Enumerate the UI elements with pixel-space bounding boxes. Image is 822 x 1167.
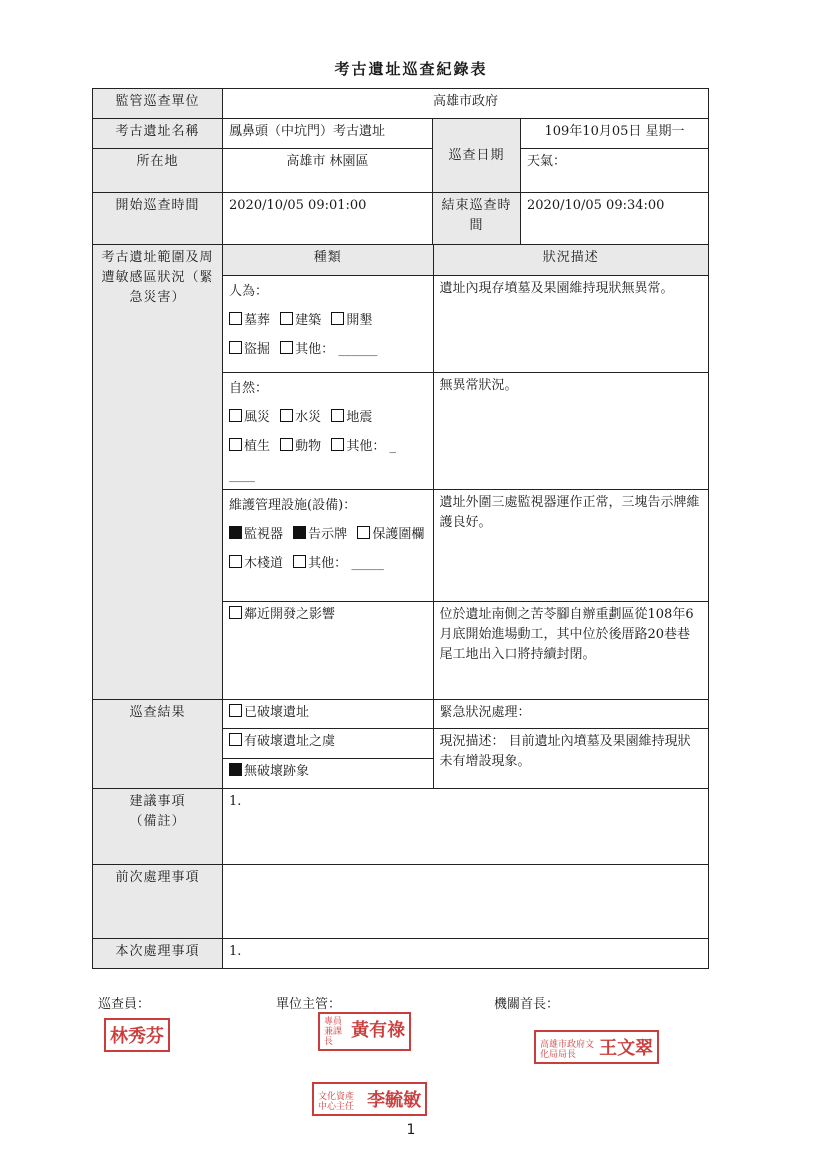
nature-blank-2: ____: [229, 467, 255, 483]
checkbox-icon[interactable]: [280, 409, 293, 422]
checkbox-icon[interactable]: [229, 312, 242, 325]
human-opt-2: 建築: [295, 312, 322, 328]
checkbox-icon[interactable]: [280, 341, 293, 354]
checkbox-icon[interactable]: [331, 312, 344, 325]
nearby-desc: 位於遺址南側之苦苓腳自辦重劃區從108年6月底開始進場動工，其中位於後厝路20巷巷尾工地出入口將持續封閉。: [433, 601, 708, 699]
nature-opt-3: 地震: [346, 409, 373, 425]
facility-options: [223, 489, 433, 601]
checkbox-icon[interactable]: [280, 312, 293, 325]
facility-opt-5: 其他：: [308, 555, 348, 571]
inspector-stamp: [104, 1018, 170, 1052]
nature-desc: 無異常狀況。: [433, 372, 708, 489]
this-value: 1.: [223, 939, 709, 969]
facility-heading: 維護管理設施(設備)：: [229, 497, 357, 513]
record-form: [92, 88, 709, 969]
human-opt-3: 開墾: [346, 312, 373, 328]
facility-desc: 遺址外圍三處監視器運作正常，三塊告示牌維護良好。: [433, 489, 708, 601]
date-label: 巡查日期: [433, 119, 521, 193]
weather-label: 天氣：: [521, 149, 709, 193]
supervisor-stamp: [318, 1012, 411, 1051]
nature-blank-1: _: [389, 438, 396, 454]
checkbox-checked-icon[interactable]: [229, 526, 242, 539]
date-value: 109年10月05日 星期一: [521, 119, 709, 149]
nearby-opt: 鄰近開發之影響: [244, 606, 336, 622]
scope-label: 考古遺址範圍及周遭敏感區狀況（緊急災害）: [93, 245, 223, 700]
emergency-label: 緊急狀況處理：: [433, 700, 708, 728]
inspector-label: 巡查員：: [98, 997, 151, 1012]
suggest-sub-label: （備註）: [129, 814, 186, 829]
checkbox-icon[interactable]: [331, 438, 344, 451]
facility-opt-2: 告示牌: [308, 526, 348, 542]
result-table: [223, 700, 708, 788]
checkbox-icon[interactable]: [229, 704, 242, 717]
facility-opt-4: 木棧道: [244, 555, 284, 571]
location-label: 所在地: [93, 149, 223, 193]
center-stamp-name: 李毓敏: [367, 1090, 422, 1111]
scope-table: [223, 245, 708, 699]
page-number: 1: [406, 1122, 416, 1138]
location-value: 高雄市 林園區: [223, 149, 433, 193]
human-heading: 人為：: [229, 283, 269, 299]
facility-blank: _____: [351, 555, 384, 571]
suggest-label-cell: [93, 789, 223, 865]
suggest-label: 建議事項: [129, 794, 186, 809]
nature-opt-2: 水災: [295, 409, 322, 425]
head-stamp-title: 高雄市政府文化局局長: [540, 1039, 595, 1060]
nature-opt-5: 動物: [295, 438, 322, 454]
site-value: 鳳鼻頭（中坑門）考古遺址: [223, 119, 433, 149]
checkbox-icon[interactable]: [229, 409, 242, 422]
human-options: [223, 275, 433, 372]
checkbox-checked-icon[interactable]: [229, 763, 242, 776]
center-stamp: [312, 1082, 427, 1116]
checkbox-icon[interactable]: [280, 438, 293, 451]
prev-label: 前次處理事項: [93, 865, 223, 939]
end-label: 結束巡查時間: [433, 193, 521, 245]
checkbox-icon[interactable]: [229, 733, 242, 746]
human-opt-5: 其他：: [295, 341, 335, 357]
col-status-header: 狀況描述: [433, 245, 708, 275]
result-opt-2: 有破壞遺址之虞: [244, 733, 336, 749]
inspector-stamp-name: 林秀芬: [110, 1026, 164, 1047]
checkbox-icon[interactable]: [229, 606, 242, 619]
checkbox-icon[interactable]: [229, 341, 242, 354]
checkbox-icon[interactable]: [229, 438, 242, 451]
head-stamp-name: 王文翠: [599, 1038, 654, 1059]
col-type-header: 種類: [223, 245, 433, 275]
unit-value: 高雄市政府: [223, 89, 709, 119]
checkbox-icon[interactable]: [229, 555, 242, 568]
human-blank: ______: [338, 341, 378, 357]
start-label: 開始巡查時間: [93, 193, 223, 245]
unit-label: 監管巡查單位: [93, 89, 223, 119]
checkbox-icon[interactable]: [331, 409, 344, 422]
result-label: 巡查結果: [93, 700, 223, 789]
result-opt-1: 已破壞遺址: [244, 705, 310, 720]
checkbox-icon[interactable]: [293, 555, 306, 568]
scope-section: [223, 245, 709, 700]
facility-opt-3: 保護圍欄: [372, 526, 425, 542]
end-value: 2020/10/05 09:34:00: [521, 193, 709, 245]
current-desc: 現況描述： 目前遺址內墳墓及果園維持現狀未有增設現象。: [433, 728, 708, 788]
human-opt-1: 墓葬: [244, 312, 271, 328]
nature-heading: 自然：: [229, 380, 269, 396]
start-value: 2020/10/05 09:01:00: [223, 193, 433, 245]
site-label: 考古遺址名稱: [93, 119, 223, 149]
form-title: 考古遺址巡查紀錄表: [334, 60, 488, 78]
supervisor-stamp-name: 黃有祿: [351, 1020, 406, 1041]
this-label: 本次處理事項: [93, 939, 223, 969]
center-stamp-title: 文化資產中心主任: [318, 1091, 355, 1112]
head-stamp: [534, 1030, 659, 1064]
checkbox-icon[interactable]: [357, 526, 370, 539]
result-opt-3: 無破壞跡象: [244, 763, 310, 779]
nature-opt-1: 風災: [244, 409, 271, 425]
prev-value: [223, 865, 709, 939]
human-desc: 遺址內現存墳墓及果園維持現狀無異常。: [433, 275, 708, 372]
nature-opt-4: 植生: [244, 438, 271, 454]
nature-options: [223, 372, 433, 489]
supervisor-stamp-title: 專員兼課長: [324, 1016, 343, 1047]
suggest-value: 1.: [223, 789, 709, 865]
checkbox-checked-icon[interactable]: [293, 526, 306, 539]
supervisor-label: 單位主管：: [276, 997, 342, 1012]
nearby-options: [223, 601, 433, 699]
head-label: 機關首長：: [494, 997, 560, 1012]
nature-opt-6: 其他：: [346, 438, 386, 454]
result-section: [223, 700, 709, 789]
human-opt-4: 盜掘: [244, 341, 271, 357]
facility-opt-1: 監視器: [244, 526, 284, 542]
